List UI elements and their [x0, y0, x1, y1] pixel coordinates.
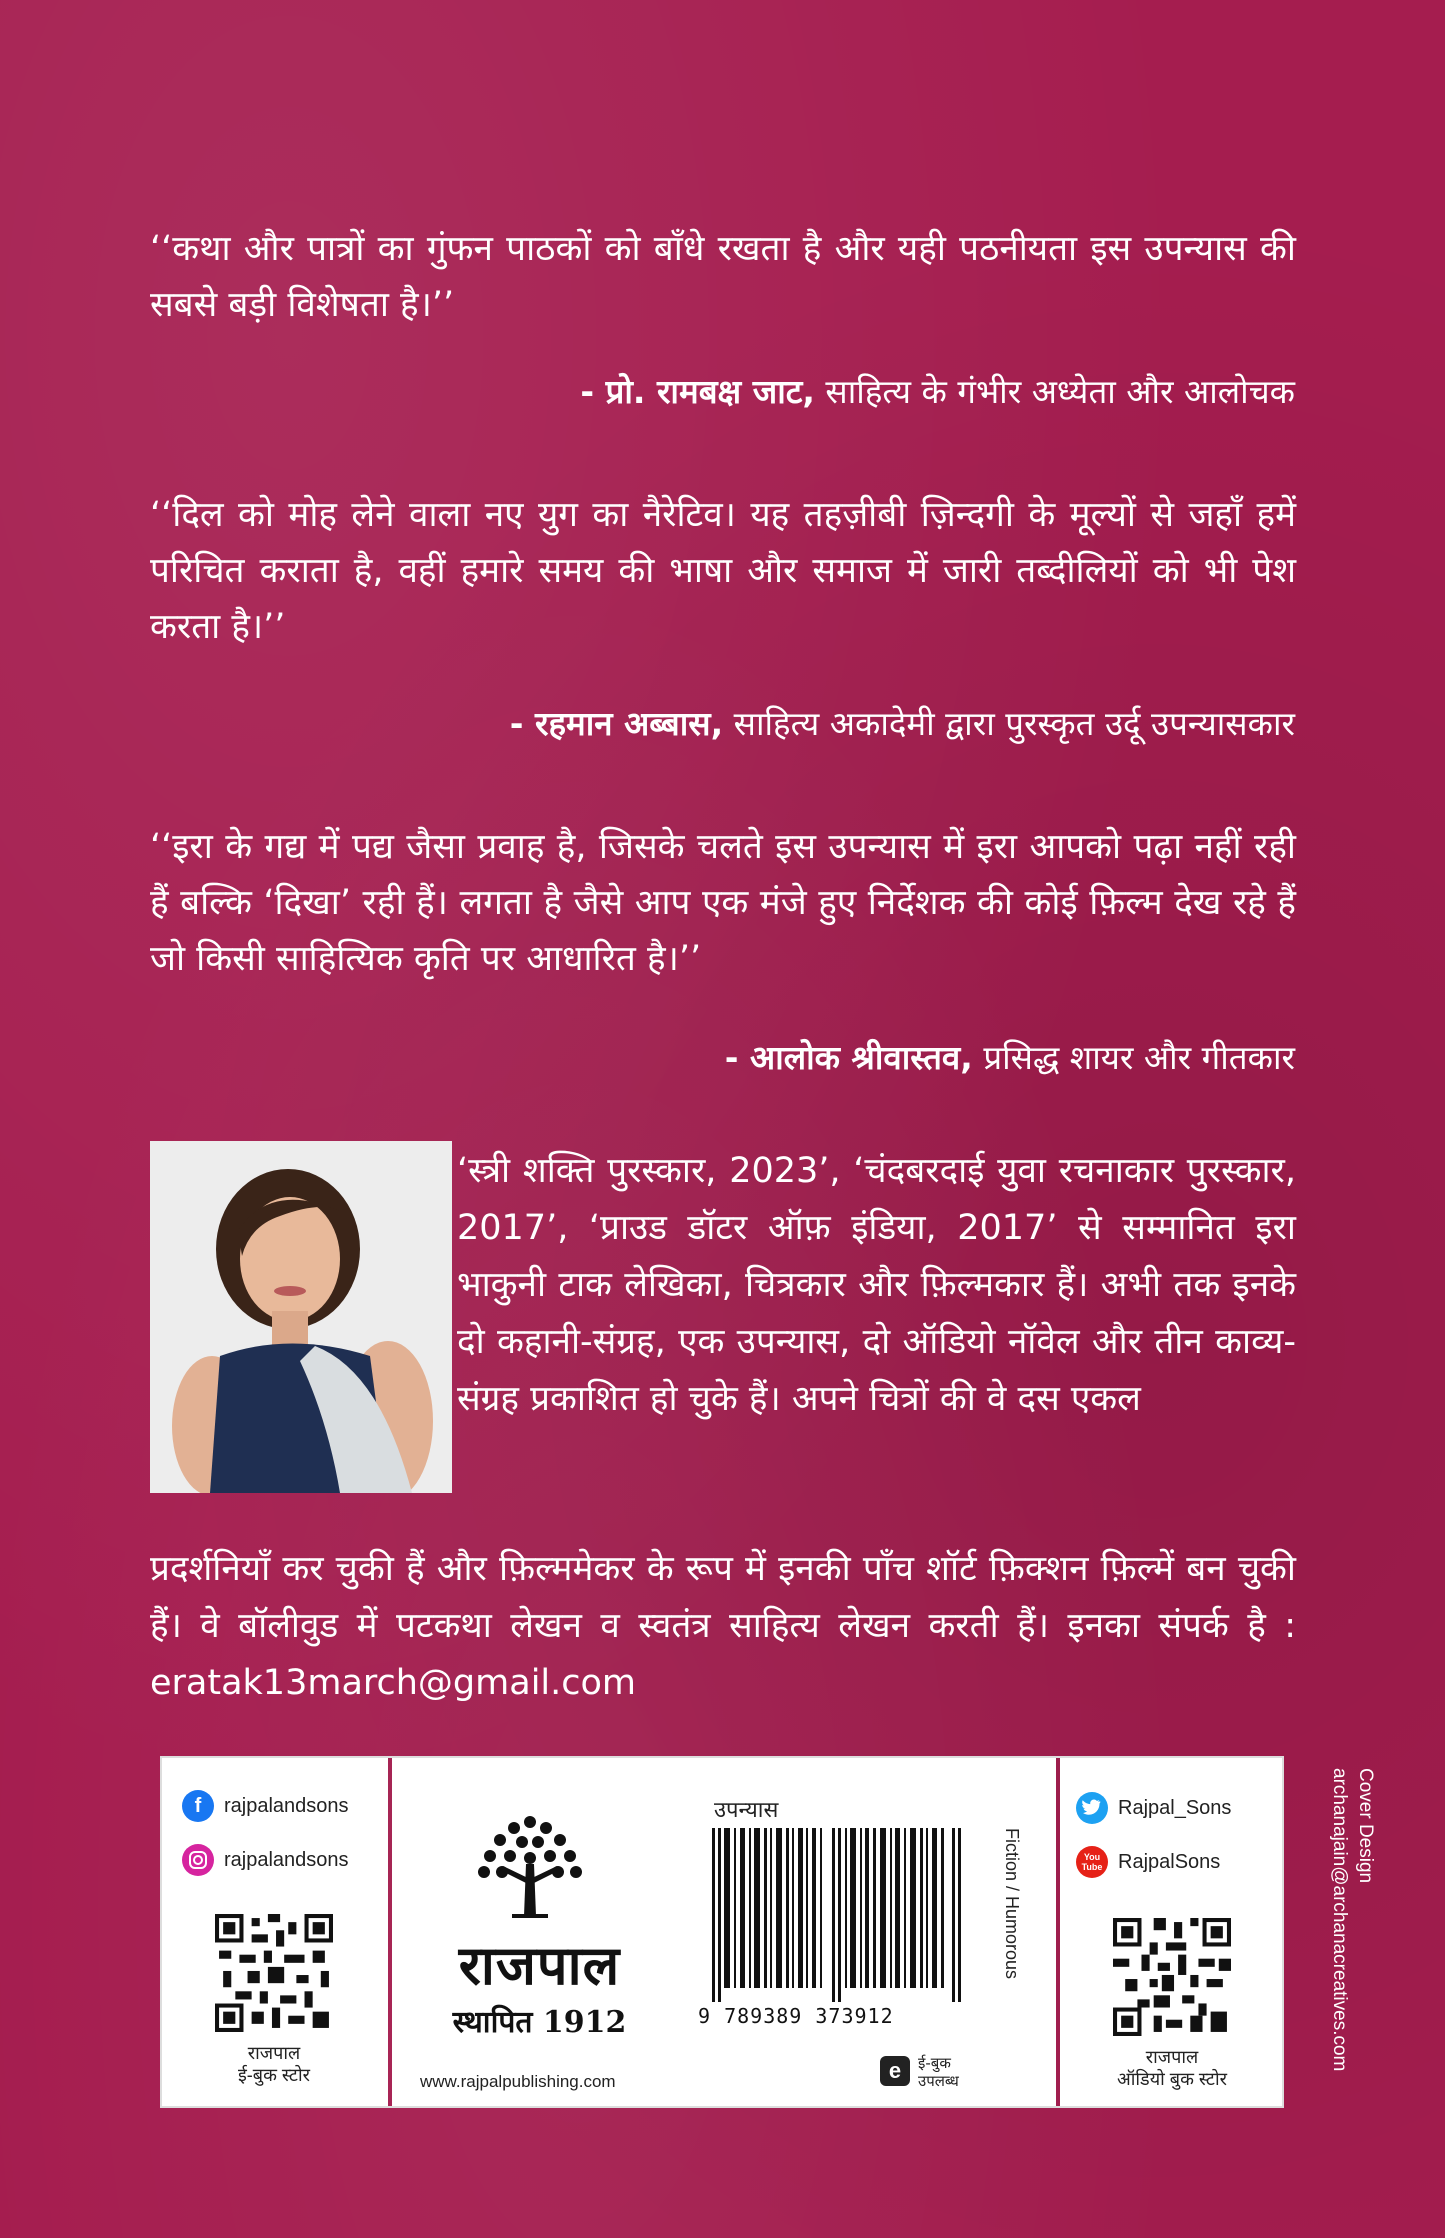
- audiobook-store-caption-line2: ऑडियो बुक स्टोर: [1116, 2069, 1227, 2089]
- author-photo: [150, 1141, 452, 1493]
- ebook-available-label: [918, 2054, 959, 2090]
- quote-3-author: - आलोक श्रीवास्तव,: [724, 1038, 973, 1077]
- audiobook-store-caption-line1: राजपाल: [1145, 2047, 1199, 2067]
- isbn-barcode: [702, 1828, 974, 2002]
- instagram-icon: [182, 1844, 214, 1876]
- twitter-bird-icon: [1076, 1792, 1108, 1824]
- twitter-link[interactable]: [1076, 1792, 1231, 1824]
- ebook-label-line2: उपलब्ध: [918, 2072, 959, 2090]
- ebook-store-qr-code[interactable]: [215, 1914, 333, 2032]
- ebook-store-caption-line1: राजपाल: [247, 2043, 301, 2063]
- quote-2: ‘‘दिल को मोह लेने वाला नए युग का नैरेटिव। यह तहज़ीबी ज़िन्दगी के मूल्यों से जहाँ हमें परिचित कराता है, वहीं हमारे समय की भाषा और समाज में जारी तब्दीलियों को भी पेश करता है।’’: [150, 495, 1296, 647]
- author-bio-continued: प्रदर्शनियाँ कर चुकी हैं और फ़िल्ममेकर के रूप में इनकी पाँच शॉर्ट फ़िक्शन फ़िल्में बन चुकी हैं। वे बॉलीवुड में पटकथा लेखन व स्वतंत्र साहित्य लेखन करती हैं। इनका संपर्क है : eratak13march@gmail.com: [150, 1549, 1296, 1703]
- social-panel-left: [160, 1756, 388, 2108]
- facebook-icon: f: [182, 1790, 214, 1822]
- quote-2-attribution: [510, 702, 1295, 746]
- publisher-website-link[interactable]: www.rajpalpublishing.com: [420, 2072, 616, 2091]
- publisher-panel: [392, 1756, 1056, 2108]
- quote-3-attribution: [725, 1036, 1295, 1080]
- author-portrait-illustration: [150, 1141, 452, 1493]
- quote-2-role: साहित्य अकादेमी द्वारा पुरस्कृत उर्दू उपन्यासकार: [733, 704, 1295, 743]
- author-bio-intro: ‘स्त्री शक्ति पुरस्कार, 2023’, ‘चंदबरदाई युवा रचनाकार पुरस्कार, 2017’, ‘प्राउड डॉटर ऑफ़ इंडिया, 2017’ से सम्मानित इरा भाकुनी टाक लेखिका, चित्रकार और फ़िल्मकार हैं। अभी तक इनके दो कहानी-संग्रह, एक उपन्यास, दो ऑडियो नॉवेल और तीन काव्य-संग्रह प्रकाशित हो चुके हैं। अपने चित्रों की वे दस एकल: [457, 1151, 1296, 1419]
- ebook-store-caption: [160, 2042, 388, 2086]
- instagram-link[interactable]: [182, 1844, 349, 1876]
- audiobook-store-caption: [1060, 2046, 1284, 2090]
- publisher-tree-logo: [470, 1804, 590, 1924]
- youtube-handle: RajpalSons: [1118, 1850, 1221, 1873]
- twitter-handle: Rajpal_Sons: [1118, 1796, 1232, 1819]
- quote-3: ‘‘इरा के गद्य में पद्य जैसा प्रवाह है, जिसके चलते इस उपन्यास में इरा आपको पढ़ा नहीं रही हैं बल्कि ‘दिखा’ रही हैं। लगता है जैसे आप एक मंजे हुए निर्देशक की कोई फ़िल्म देख रहे हैं जो किसी साहित्यिक कृति पर आधारित है।’’: [150, 827, 1296, 979]
- facebook-handle: rajpalandsons: [224, 1794, 349, 1817]
- publisher-logo-text: राजपाल: [458, 1934, 621, 1997]
- isbn-number: 9 789389 373912: [698, 2004, 894, 2028]
- cover-design-credit-line1: Cover Design: [1355, 1768, 1376, 1884]
- ebook-available-icon: [880, 2056, 910, 2086]
- youtube-link[interactable]: [1076, 1846, 1220, 1878]
- category-label: उपन्यास: [714, 1798, 779, 1823]
- audiobook-store-qr-code[interactable]: [1113, 1918, 1231, 2036]
- youtube-icon: You Tube: [1076, 1846, 1108, 1878]
- quote-1-role: साहित्य के गंभीर अध्येता और आलोचक: [825, 372, 1295, 411]
- ebook-store-caption-line2: ई-बुक स्टोर: [237, 2065, 311, 2085]
- social-panel-right: [1060, 1756, 1284, 2108]
- quote-3-role: प्रसिद्ध शायर और गीतकार: [983, 1038, 1295, 1077]
- cover-design-credit-line2: archanajain@archanacreatives.com: [1329, 1768, 1350, 2072]
- instagram-handle: rajpalandsons: [224, 1848, 349, 1871]
- quote-2-author: - रहमान अब्बास,: [509, 704, 724, 743]
- ebook-icon-letter: e: [888, 2058, 902, 2083]
- genre-label: Fiction / Humorous: [1002, 1828, 1022, 1980]
- quote-1: ‘‘कथा और पात्रों का गुंफन पाठकों को बाँधे रखता है और यही पठनीयता इस उपन्यास की सबसे बड़ी विशेषता है।’’: [150, 229, 1296, 325]
- publisher-established: स्थापित 1912: [452, 2005, 627, 2040]
- ebook-label-line1: ई-बुक: [918, 2054, 951, 2072]
- quote-1-attribution: [580, 370, 1295, 414]
- quote-1-author: - प्रो. रामबक्ष जाट,: [580, 372, 815, 411]
- facebook-link[interactable]: [182, 1790, 349, 1822]
